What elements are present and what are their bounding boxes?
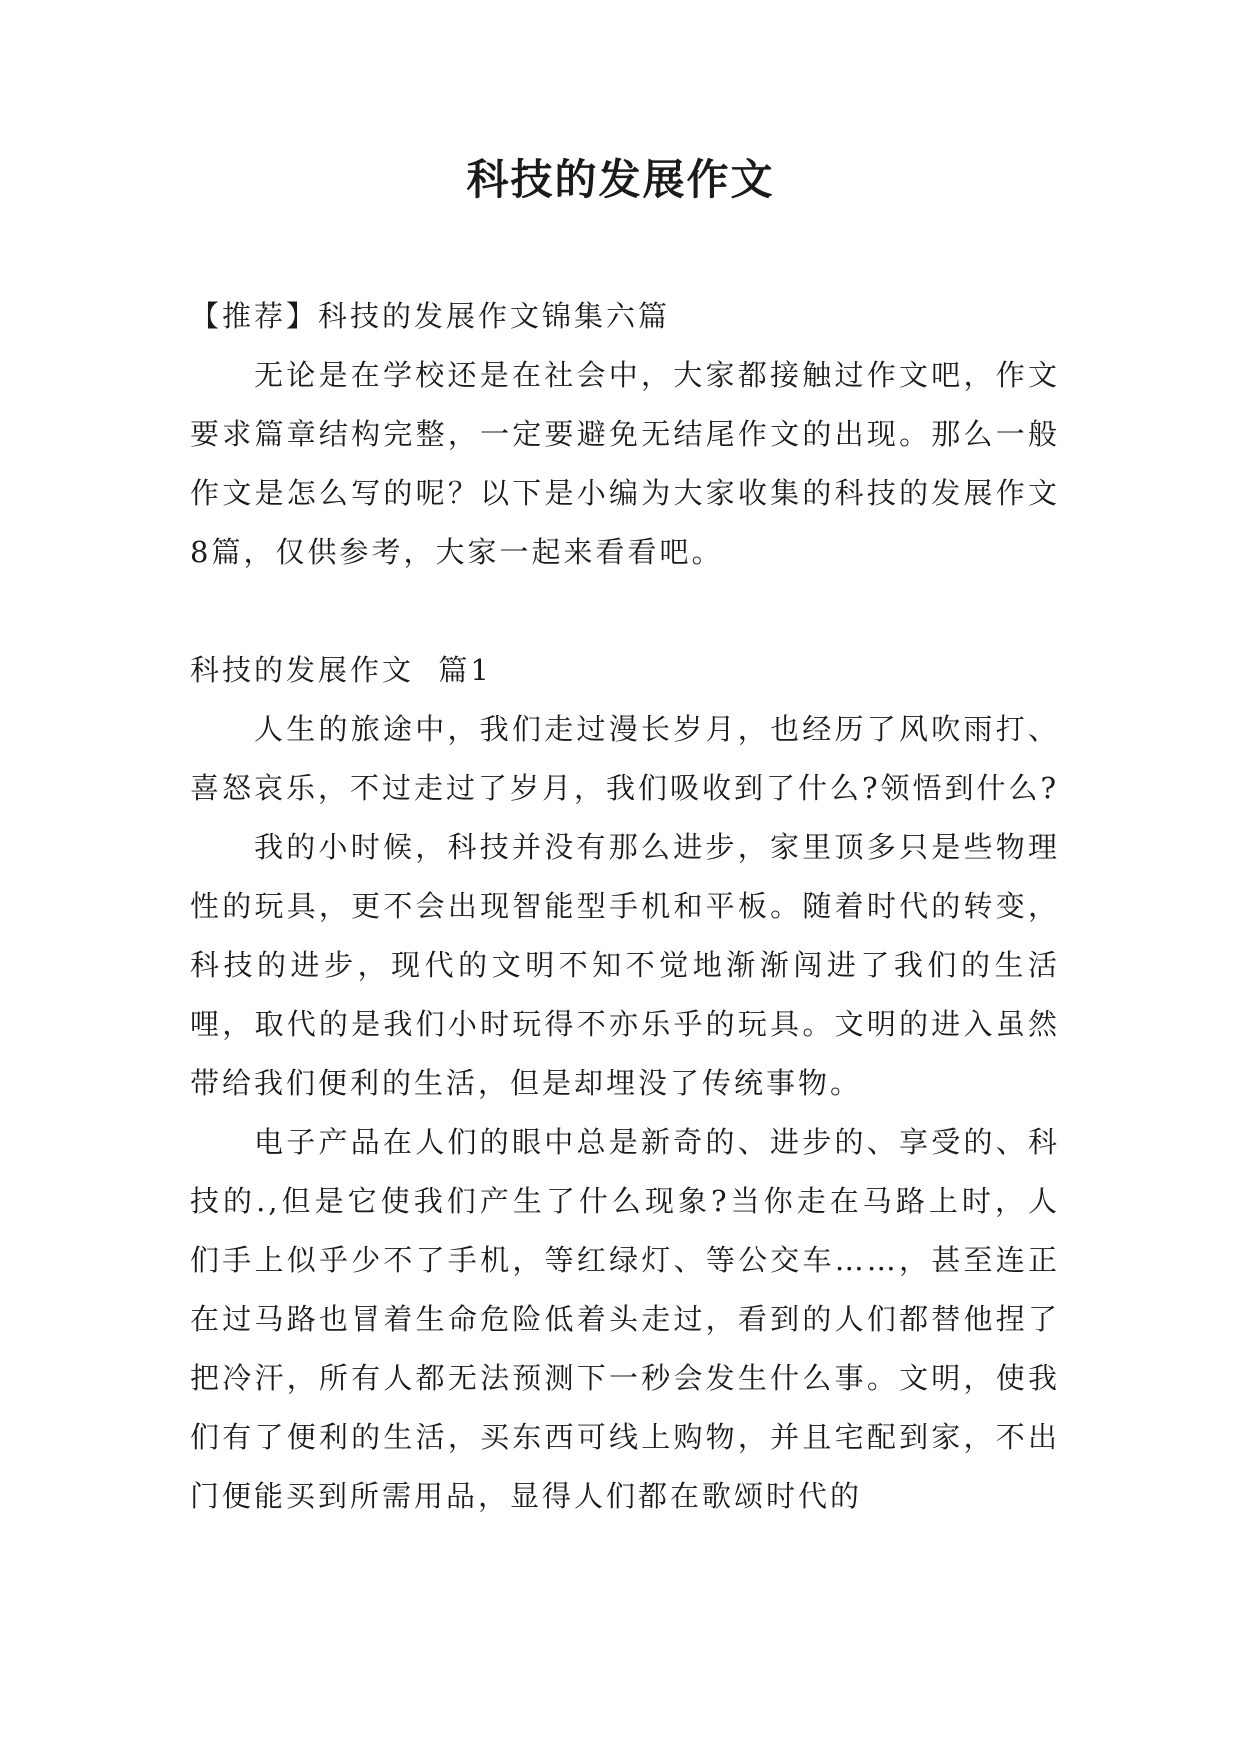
spacer xyxy=(190,582,1060,641)
document-body xyxy=(190,287,1060,1526)
document-subtitle: 【推荐】科技的发展作文锦集六篇 xyxy=(190,299,671,333)
body-paragraph: 电子产品在人们的眼中总是新奇的、进步的、享受的、科技的.,但是它使我们产生了什么现象?当你走在马路上时，人们手上似乎少不了手机，等红绿灯、等公交车……，甚至连正在过马路也冒着生命危险低着头走过，看到的人们都替他捏了把冷汗，所有人都无法预测下一秒会发生什么事。文明，使我们有了便利的生活，买东西可线上购物，并且宅配到家，不出门便能买到所需用品，显得人们都在歌颂时代的 xyxy=(190,1125,1060,1513)
body-paragraph: 我的小时候，科技并没有那么进步，家里顶多只是些物理性的玩具，更不会出现智能型手机和平板。随着时代的转变，科技的进步，现代的文明不知不觉地渐渐闯进了我们的生活哩，取代的是我们小时玩得不亦乐乎的玩具。文明的进入虽然带给我们便利的生活，但是却埋没了传统事物。 xyxy=(190,830,1060,1100)
section-heading: 科技的发展作文 篇1 xyxy=(190,653,492,687)
body-paragraph: 人生的旅途中，我们走过漫长岁月，也经历了风吹雨打、喜怒哀乐，不过走过了岁月，我们吸收到了什么?领悟到什么? xyxy=(190,712,1060,805)
intro-paragraph: 无论是在学校还是在社会中，大家都接触过作文吧，作文要求篇章结构完整，一定要避免无结尾作文的出现。那么一般作文是怎么写的呢？以下是小编为大家收集的科技的发展作文8篇，仅供参考，大家一起来看看吧。 xyxy=(190,358,1060,569)
document-title: 科技的发展作文 xyxy=(466,155,775,204)
